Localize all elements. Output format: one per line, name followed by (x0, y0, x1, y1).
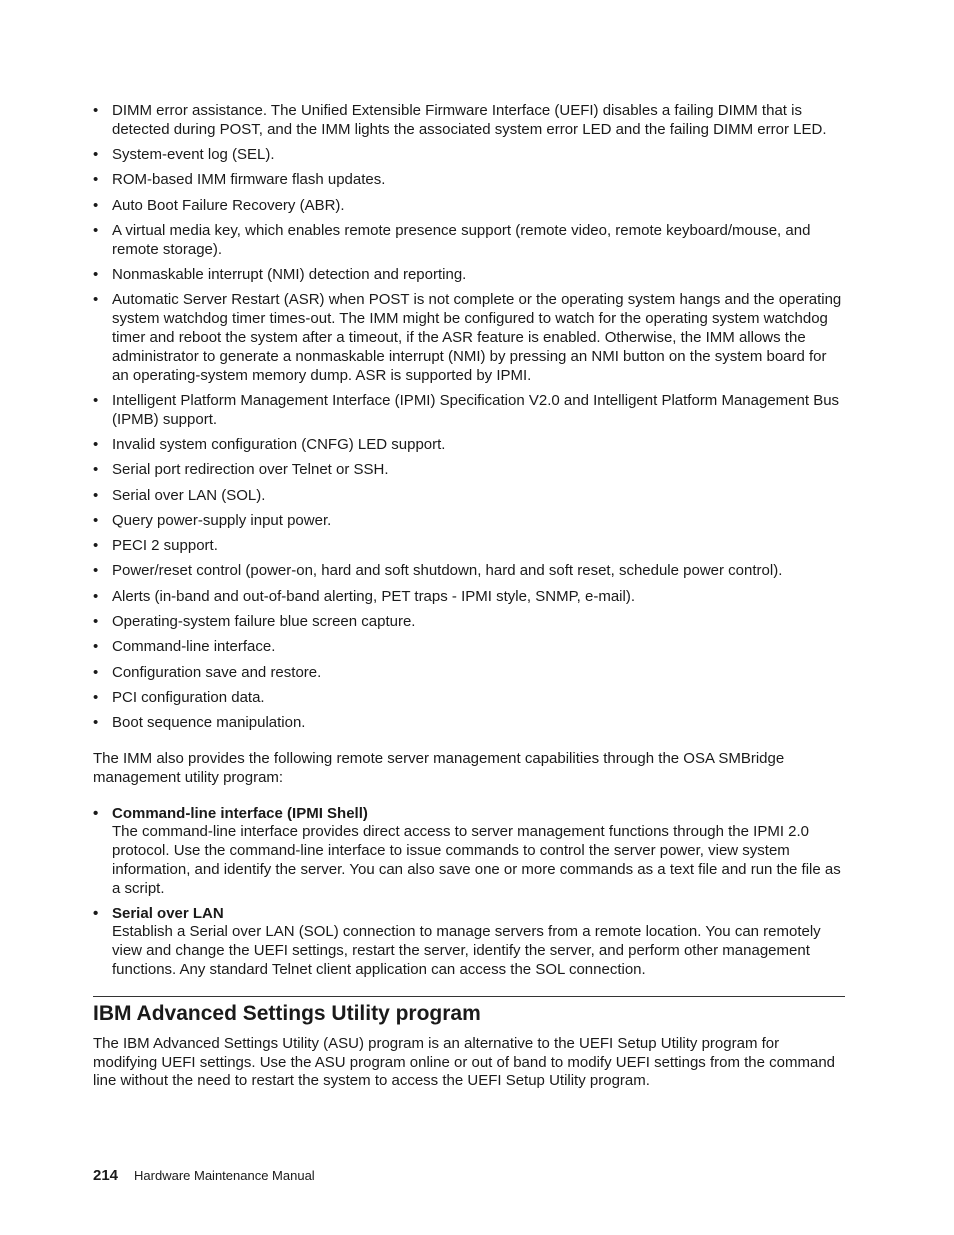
bullet-glyph: • (93, 688, 99, 706)
feature-text: DIMM error assistance. The Unified Extensible Firmware Interface (UEFI) disables a failing DIMM that is detected during POST, and the IMM lights the associated system error LED and the failing DIMM error LED. (112, 102, 827, 138)
feature-text: PECI 2 support. (112, 537, 218, 555)
list-item (93, 266, 845, 285)
feature-text: Power/reset control (power-on, hard and soft shutdown, hard and soft reset, schedule power control). (112, 562, 783, 580)
list-item (93, 512, 845, 531)
bullet-glyph: • (93, 486, 99, 504)
feature-text: Serial port redirection over Telnet or SSH. (112, 461, 389, 479)
bullet-glyph: • (93, 291, 99, 309)
feature-text: Operating-system failure blue screen capture. (112, 613, 416, 631)
list-item (93, 461, 845, 480)
feature-text: Nonmaskable interrupt (NMI) detection and reporting. (112, 266, 467, 284)
bullet-glyph: • (93, 587, 99, 605)
page-footer (93, 1167, 315, 1184)
page-content (93, 102, 845, 1091)
bullet-glyph: • (93, 638, 99, 656)
feature-text: Configuration save and restore. (112, 663, 322, 681)
section-divider (93, 996, 845, 997)
remote-intro-paragraph: The IMM also provides the following remote server management capabilities through the OSA SMBridge management utility program: (93, 750, 785, 786)
bullet-glyph: • (93, 146, 99, 164)
bullet-glyph: • (93, 171, 99, 189)
bullet-glyph: • (93, 714, 99, 732)
list-item (93, 562, 845, 581)
list-item (93, 291, 845, 385)
bullet-glyph: • (93, 266, 99, 284)
bullet-glyph: • (93, 391, 99, 409)
list-item (93, 102, 845, 140)
list-item (93, 171, 845, 190)
feature-text: A virtual media key, which enables remote presence support (remote video, remote keyboard/mouse, and remote storage). (112, 221, 811, 258)
capability-title: Serial over LAN (112, 904, 224, 922)
list-item (93, 905, 845, 980)
capability-description: The command-line interface provides direct access to server management functions through the IPMI 2.0 protocol. Use the command-line interface to issue commands to control the server power, view system information, and identify the server. You can also save one or more commands as a text file and run the file as a script. (112, 823, 841, 897)
bullet-glyph: • (93, 511, 99, 529)
bullet-glyph: • (93, 196, 99, 214)
feature-text: Intelligent Platform Management Interface (IPMI) Specification V2.0 and Intelligent Platform Management Bus (IPMB) support. (112, 391, 840, 428)
capability-title: Command-line interface (IPMI Shell) (112, 804, 368, 822)
list-item (93, 613, 845, 632)
capability-list (93, 805, 845, 980)
feature-text: ROM-based IMM firmware flash updates. (112, 171, 386, 189)
bullet-glyph: • (93, 435, 99, 453)
feature-list (93, 102, 845, 733)
list-item (93, 436, 845, 455)
feature-text: Query power-supply input power. (112, 511, 332, 529)
section-heading: IBM Advanced Settings Utility program (93, 1001, 481, 1025)
feature-text: Automatic Server Restart (ASR) when POST is not complete or the operating system hangs and the operating system watchdog timer times-out. The IMM might be configured to watch for the operating system watchdog timer and reboot the system after a timeout, if the ASR feature is enabled. Otherwise, the IMM allows the administrator to generate a nonmaskable interrupt (NMI) by pressing an NMI button on the system board for an operating-system memory dump. ASR is supported by IPMI. (112, 291, 842, 384)
bullet-glyph: • (93, 221, 99, 239)
feature-text: Serial over LAN (SOL). (112, 486, 266, 504)
list-item (93, 689, 845, 708)
bullet-glyph: • (93, 461, 99, 479)
list-item (93, 638, 845, 657)
feature-text: Invalid system configuration (CNFG) LED support. (112, 435, 446, 453)
list-item (93, 487, 845, 506)
bullet-glyph: • (93, 613, 99, 631)
bullet-glyph: • (93, 537, 99, 555)
list-item (93, 146, 845, 165)
list-item (93, 392, 845, 430)
bullet-glyph: • (93, 562, 99, 580)
section-paragraph: The IBM Advanced Settings Utility (ASU) program is an alternative to the UEFI Setup Utility program for modifying UEFI settings. Use the ASU program online or out of band to modify UEFI settings from the command line without the need to restart the system to access the UEFI Setup Utility program. (93, 1034, 836, 1090)
manual-title: Hardware Maintenance Manual (134, 1168, 315, 1183)
feature-text: Command-line interface. (112, 638, 276, 656)
capability-description: Establish a Serial over LAN (SOL) connection to manage servers from a remote location. You can remotely view and change the UEFI settings, restart the server, identify the server, and perform other management functions. Any standard Telnet client application can access the SOL connection. (112, 923, 821, 978)
feature-text: Boot sequence manipulation. (112, 714, 306, 732)
list-item (93, 588, 845, 607)
bullet-glyph: • (93, 663, 99, 681)
list-item (93, 664, 845, 683)
list-item (93, 222, 845, 260)
list-item (93, 714, 845, 733)
bullet-glyph: • (93, 904, 99, 922)
list-item (93, 537, 845, 556)
feature-text: Auto Boot Failure Recovery (ABR). (112, 196, 345, 214)
page-number: 214 (93, 1167, 119, 1184)
feature-text: Alerts (in-band and out-of-band alerting, PET traps - IPMI style, SNMP, e-mail). (112, 587, 635, 605)
list-item (93, 805, 845, 899)
bullet-glyph: • (93, 804, 99, 822)
list-item (93, 197, 845, 216)
bullet-glyph: • (93, 102, 99, 119)
feature-text: PCI configuration data. (112, 688, 265, 706)
feature-text: System-event log (SEL). (112, 146, 275, 164)
